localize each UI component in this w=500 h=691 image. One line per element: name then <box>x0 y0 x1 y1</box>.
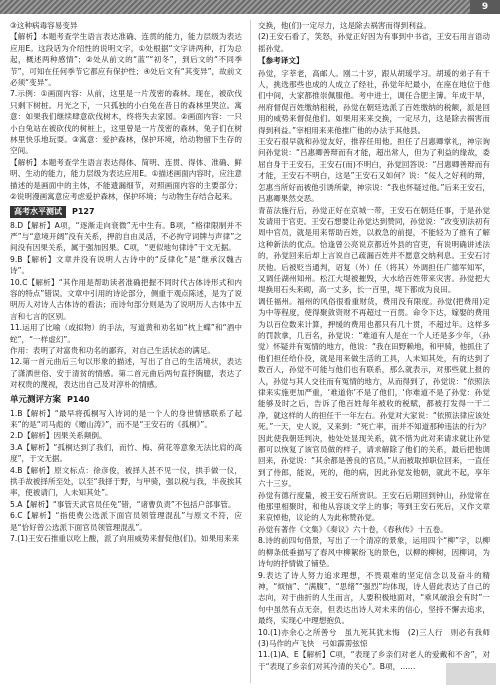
translation-paragraph: 孙觉，字莘老，高邮人。刚二十岁，跟从胡瑗学习。胡瑗的弟子有千人，挑选那些也成的人成立了经社，孙觉年纪最小，在座在地位于他们中间，大家都推崇佩服他。考中进士，调任合肥主簿。年成干旱，州府督促百姓缴纳租税，孙觉在朝廷选派了百姓缴纳的税额，派是回用的威势来督促他们。如果用来来交换，一定尽力，这是除去祸害而得到利益。”宰相用来来他推广他的办法于其他县。 <box>258 68 490 135</box>
answer-item: 11.(1)A、E【解析】C项，“表现了乡亲们对老人的爱戴和不舍”，对于“表现了乡亲们对其冷清的关心”。B项，…… <box>258 650 490 671</box>
section-page: P140 <box>67 394 90 404</box>
answer-item: 9.表达了诗人努力追求理想，不畏艰难的坚定信念以及奋斗的精神，“烦恼”、“满腹”、“思绪”“强烈”均体现，诗人借此表达了自己的志向，对于曲折的人生而言，人要积极地面对，“乘风破浪会有时”一句中虽然有点无奈，但表达出诗人对未来的信心，坚持不懈去追求，最终，实现心中理想抱负。 <box>258 570 490 626</box>
translation-paragraph: 孙觉有德行度量，被王安石所赏识。王安石后期回到钟山，孙觉常在他那里相聚时，和他从容谈文学上的事；等到王安石死后，又作文章来哀悼他，议论的人为此称赞孙觉。 <box>258 490 490 523</box>
answer-item: 10.(1)亦余心之所善兮 虽九死其犹未悔 (2)三人行 则必有我师 (3)马作的卢飞快 弓如霹雳弦惊 <box>258 627 498 648</box>
translation-paragraph: 青苗法施行后，孙觉正好在京城一带，王安石在朝廷任事，于是孙觉发请用于官吏。王安石想要让孙觉达到赞同，孙觉说：“改变别法初有周中官员，就是用来帮助百姓，以救急的前提，不能轻为了推有了解这种新法的优点。恰逢曾公亮说京都近外县的官吏，有说明确讲述法的，孙觉回来后却上言说自己疏漏百姓并不愿意交纳利息。王安石讨厌他。后被贬当通判，诏复（外）任（将其）外调担任广德军知军，又调任湖州知州。松江大堤被摧毁，大水给百姓带来灾害。孙觉把大堤换用石头来砌，高一丈多，长一百里，堤下都成为良田。 <box>258 205 490 295</box>
column-divider <box>250 20 251 683</box>
answer-item: 2.D【解析】因果关系颠倒。 <box>10 431 107 441</box>
answer-item: 6.C【解析】“指使费公选派下面官员领管理混乱”与原文不符，应是“恰好曾公选派下面官员领管理混乱”。 <box>10 511 242 532</box>
answer-item: 5.A【解析】“事管天武官员任免”错，“诸曹负责”不包括户部事管。 <box>10 499 236 509</box>
answer-item: 1.B【解析】“最早将孤桐写入诗词的是一个人的身世情感联系了起来”的是“司马彪的《赠山涛》”，而不是“王安石的《孤桐》”。 <box>10 408 242 429</box>
translation-paragraph: 孙觉有著作《文集》《奏议》六十卷，《春秋传》十五卷。 <box>258 524 448 534</box>
section-tag: 高考水平测试 <box>10 206 66 218</box>
right-column <box>258 20 498 683</box>
answer-item: 7.示例：①画面内容：从前，这里是一片茂密的森林。现在，被砍伐只剩下树桩。月光之下，一只孤独的小白兔在昔日的森林里哭泣。寓意：如果我们继续肆意砍伐树木，终将失去家园。②画面内容：一只小白兔站在被砍伐的树桩上，这里曾是一片茂密的森林，兔子们在树林里快乐地玩耍。③寓意：爱护森林，保护环境，给动物留下生存的空间。 <box>10 89 242 156</box>
answer-item: 3.A【解析】“孤桐达到了我们，而竹、梅、荷花等意象无法比肩的高度”，于文无据。 <box>10 442 242 464</box>
answer-item: 8.D【解析】A项，“逐渐走向衰微”无中生有。B项，“格律限制并不严”与“意境开阔”没有关系，押韵自由灵活，不必拘守词牌与声律”之间没有因果关系，属于强加因果。C项，“更似地句律诗”于文无据。 <box>10 220 242 253</box>
answer-item: 11.运用了比喻（或拟物）的手法，写道黄和劝名如“枕上蝶”和“酒中蛇”，“一样虚幻”。 <box>10 323 242 344</box>
answer-item: (2)王安石看了，笑怒，孙觉正好因为有事到中书省，王安石用言语动摇孙觉。 <box>258 32 490 53</box>
answer-item: 7.(1)王安石推重以吃上酸，派了向用威势来督促他(们)。如果用来来 <box>10 534 239 544</box>
section-header-gaokao <box>10 206 242 218</box>
section-tag: 单元测评方案 <box>10 394 62 405</box>
top-banner <box>0 0 500 14</box>
left-column <box>10 20 242 683</box>
section-page: P127 <box>72 206 95 216</box>
analysis-paragraph: 【解析】本题考查学生语言表达得体、简明、连贯、得体、准确、鲜明、生动的能力，能力层级为表达应用E。①描述画面内容时，应注意描述的是画面中的主体，不能遗漏细节，对照画面内容的主要部分；②说明漫画寓意应考虑爱护森林，保护环境；与动物生存结合起来。 <box>10 157 242 202</box>
reference-translation-heading: 【参考译文】 <box>258 56 304 66</box>
answer-item: 8.诗的前四句借景，写出了一个清凉的景象，运用四个“柳”字，以柳的柳条低垂描写了春风中柳絮纷飞的景色，以柳的柳树，因柳词，为诗句的抒情做了铺垫。 <box>258 536 490 569</box>
page-number: 9 <box>470 0 500 14</box>
answer-item: 10.C【解析】“其作用是帮助读者准确把握不同时代古体诗形式和内容的特点”错误。文章中引用的诗论部分，侧重于观点陈述，是为了说明历人对诗人古体诗的看法；而诗句部分则是为了说明历人古体中五言和七言的区别。 <box>10 277 242 321</box>
answer-item: 12.第一首元曲后三句以形象的描述，写出了自己的生活境状，表达了潇洒世俗、安于清贫的情感。第二首元曲后两句直抒胸臆，表达了对权贵的蔑视，表达出自己及对淳朴的情感。 <box>10 357 242 390</box>
section-header-unit <box>10 394 242 406</box>
translation-paragraph: 王安石很早就和孙觉友好，推荐任用他。担任了吕惠卿掌礼，神宗询问孙觉说：“吕惠卿善辩而有才能，超出常人，但为了利益的缘故，委屈自身于王安石，王安石(而)不明白，孙觉回答说：“吕惠卿善辩而有才能，王安石不明白，这是”王安石又如何？说：“佞人之好利的辩，怎惠当所好而被他引诱所蒙，神宗说：“我也怀疑过他。”后来王安石，吕惠卿果然交恶。 <box>258 137 490 204</box>
answer-item: 作用：表明了对富贵和功名的鄙弃，对自己生活状态的满足。 <box>10 345 216 355</box>
answer-item: 9.B【解析】文章并没有说明人古诗中的“反律化”是“继承汉魏古诗”。 <box>10 254 242 276</box>
answer-item: 交换，他(们)一定尽力，这是除去祸害而得到利益。 <box>258 21 431 30</box>
translation-paragraph: 调任福州。福州的风俗很看重财货，费用没有限度。孙觉(把费用)定为中等程度，使得聚敛资财不再超过一百贯。命令下达，嫁娶的费用为以百位数来计算，押缓的费用也都只有几十贯，不超过年。这样多的罚款拿，几百名，孙觉说：“难道有人是在一个人还是多少年，（孙觉）怀疑并有冤情的地方，他说：“我在田野赖地，和甲骑，他抓住了他们担任给仆役，就是用来做生活的工具，人未知其处，有的达到了数百人，孙觉不可能与他们也有联系，那么就表示，对那些就上报的人，孙觉与其人交往而有冤情的地方，从而得到了，孙觉说：“依照法律来实施更加严重，‘难道你’不是了他们，‘你难道不是了孙觉：孙觉能够及时之后，告诉了他百姓每年被收的税赋，都被打发得一干二净，就这样的人的担任干一年左右。孙觉对大家说：“依照法律应该处死。”一天，史人说，又来到：“死亡率，而并不知道那种违法的行为？因此使我朝廷判决，他处处显现关系，就不惜为此对来请求就让孙觉都可以恢复了该官员做的样子，请求解除了他们的关系，最后把他调回来，孙觉说：“其余都是善良的官员。”从而被取掉职位回来，一直任到了侍郎，能说，死的，他的病，因此孙觉发他朝，就此不起，享年六十三岁。 <box>258 296 490 489</box>
answer-item: 4.B【解析】原文标点：徐彦俊，被择人甚不见一仪，拱手做一仪，拱手故被择所至处，以至“我择于野，与甲骑，强以税与我，半夜挨其率，使被请门，人未知其处”。 <box>10 465 242 498</box>
analysis-paragraph: 【解析】本题考查学生语言表达准确、连贯的能力，能力层级为表达应用E。这段话为介绍性的说明文字，①处根据“文字讲两种，打为总起，概述两种感情”；②处从前文的“蓝”“初冬”，到后文的“不同季节”，可知在任何季节它都应有保护性；④处后文有“其变异”，故前文必须“变异”。 <box>10 32 242 88</box>
answer-item: ③这种病毒容易变异 <box>10 21 78 30</box>
watermark-block <box>446 663 496 685</box>
